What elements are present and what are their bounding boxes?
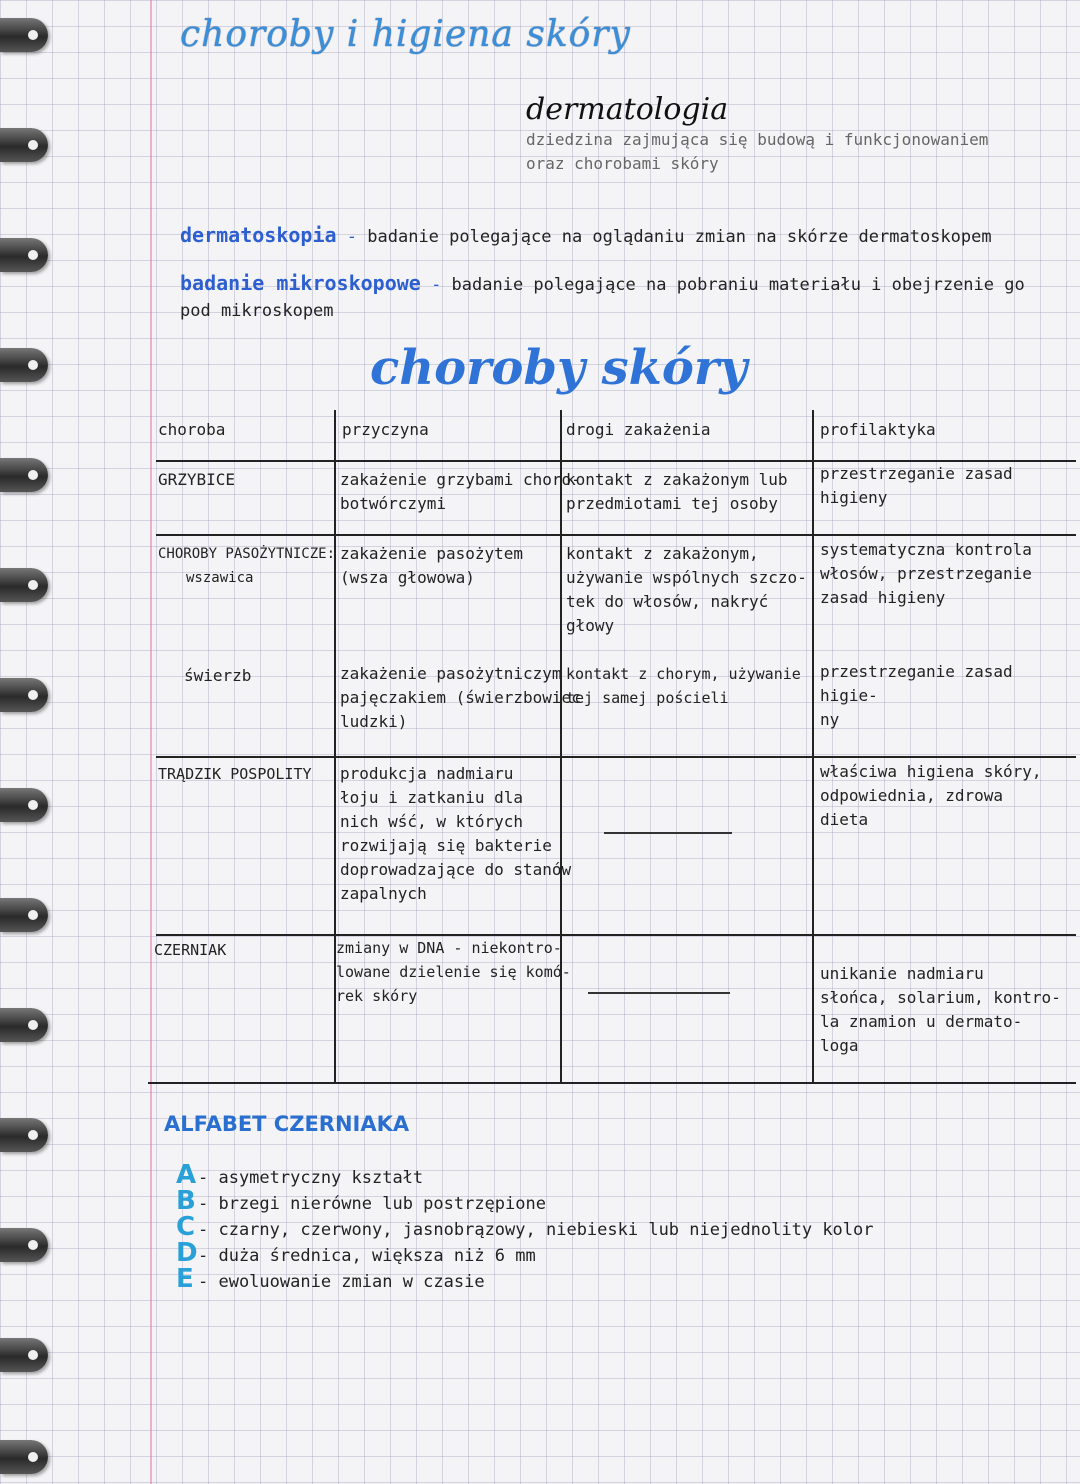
cell-line: lowane dzielenie się komó-: [336, 963, 571, 981]
cell-line: zakażenie grzybami choro-: [340, 470, 581, 489]
table-cell-prevention: [820, 962, 1061, 1058]
cell-line: przedmiotami tej osoby: [566, 494, 778, 513]
table-cell-disease: świerzb: [184, 666, 252, 685]
cell-line: produkcja nadmiaru: [340, 764, 514, 783]
binding-ring: [0, 348, 48, 382]
table-cell-cause: [340, 662, 581, 734]
definition-text: pod mikroskopem: [180, 301, 334, 321]
cell-line: pajęczakiem (świerzbowiec: [340, 688, 581, 707]
cell-line: zakażenie pasożytniczym: [340, 664, 562, 683]
cell-line: ludzki): [340, 712, 408, 731]
alfabet-text: - czarny, czerwony, jasnobrązowy, niebieski lub niejednolity kolor: [198, 1220, 874, 1240]
table-cell-cause: [340, 542, 523, 590]
cell-line: zapalnych: [340, 884, 427, 903]
cell-line: właściwa higiena skóry,: [820, 762, 1042, 781]
alfabet-letter: B: [176, 1186, 196, 1216]
cell-line: dieta: [820, 810, 869, 829]
cell-line: głowy: [566, 616, 615, 635]
table-cell-prevention: [820, 462, 1013, 510]
table-cell-cause: [336, 936, 571, 1008]
table-cell-disease: [158, 542, 335, 590]
cell-line: loga: [820, 1036, 859, 1055]
binding-ring: [0, 898, 48, 932]
column-header: przyczyna: [342, 420, 429, 439]
cell-line: CHOROBY PASOŻYTNICZE:: [158, 546, 336, 562]
definition-text: badanie polegające na pobraniu materiału i obejrzenie go: [451, 275, 1025, 295]
page-title: choroby i higiena skóry: [180, 14, 631, 55]
cell-line: rek skóry: [336, 987, 418, 1005]
column-header: profilaktyka: [820, 420, 936, 439]
cell-line: rozwijają się bakterie: [340, 836, 552, 855]
cell-line: (wsza głowowa): [340, 568, 475, 587]
table-rule: [156, 534, 1076, 536]
binding-ring: [0, 1338, 48, 1372]
alfabet-text: - ewoluowanie zmian w czasie: [198, 1272, 485, 1292]
definition-text: badanie polegające na oglądaniu zmian na skórze dermatoskopem: [367, 227, 992, 247]
cell-line: używanie wspólnych szczo-: [566, 568, 807, 587]
empty-cell-dash: [604, 832, 732, 834]
table-cell-cause: [340, 762, 571, 906]
cell-line: kontakt z chorym, używanie: [566, 665, 801, 683]
column-header: drogi zakażenia: [566, 420, 711, 439]
cell-line: zmiany w DNA - niekontro-: [336, 939, 562, 957]
definition-badanie-mikroskopowe: badanie mikroskopowe - badanie polegające na pobraniu materiału i obejrzenie go pod mikroskopem: [180, 271, 1025, 321]
alfabet-letter: D: [176, 1238, 198, 1268]
table-rule: [156, 934, 1076, 936]
definition-term: badanie mikroskopowe: [180, 271, 421, 295]
cell-line: kontakt z zakażonym,: [566, 544, 759, 563]
alfabet-text: - brzegi nierówne lub postrzępione: [198, 1194, 546, 1214]
table-cell-disease: CZERNIAK: [154, 941, 227, 959]
cell-line: słońca, solarium, kontro-: [820, 988, 1061, 1007]
cell-line: la znamion u dermato-: [820, 1012, 1023, 1031]
dermatologia-term: dermatologia: [526, 92, 729, 127]
diseases-table: [148, 410, 1076, 1084]
definition-term: dermatoskopia: [180, 223, 337, 247]
alfabet-item: [176, 1264, 485, 1294]
table-cell-prevention: [820, 538, 1032, 610]
cell-line: włosów, przestrzeganie: [820, 564, 1032, 583]
cell-line: unikanie nadmiaru: [820, 964, 984, 983]
cell-line: przestrzeganie zasad: [820, 464, 1013, 483]
definition-line: oraz chorobami skóry: [526, 154, 719, 173]
binding-ring: [0, 238, 48, 272]
binding-ring: [0, 128, 48, 162]
binding-ring: [0, 788, 48, 822]
alfabet-text: - asymetryczny kształt: [198, 1168, 424, 1188]
binding-ring: [0, 458, 48, 492]
table-cell-transmission: [566, 542, 807, 638]
alfabet-title: ALFABET CZERNIAKA: [164, 1112, 410, 1136]
table-cell-disease: TRĄDZIK POSPOLITY: [158, 765, 312, 783]
alfabet-text: - duża średnica, większa niż 6 mm: [198, 1246, 536, 1266]
alfabet-letter: A: [176, 1160, 197, 1190]
cell-line: zasad higieny: [820, 588, 946, 607]
table-rule: [812, 410, 814, 1082]
section-heading: choroby skóry: [370, 340, 748, 396]
cell-line: ny: [820, 710, 840, 729]
cell-line: wszawica: [186, 570, 254, 586]
binding-ring: [0, 1440, 48, 1474]
binding-ring: [0, 1228, 48, 1262]
binding-ring: [0, 1118, 48, 1152]
binding-ring: [0, 1008, 48, 1042]
binding-ring: [0, 18, 48, 52]
cell-line: tej samej pościeli: [566, 689, 729, 707]
binding-ring: [0, 678, 48, 712]
table-cell-prevention: [820, 760, 1042, 832]
cell-line: tek do włosów, nakryć: [566, 592, 769, 611]
cell-line: zakażenie pasożytem: [340, 544, 524, 563]
binding-ring: [0, 568, 48, 602]
table-cell-prevention: [820, 660, 1076, 732]
table-rule: [148, 1082, 1076, 1084]
table-cell-disease: GRZYBICE: [158, 470, 236, 489]
spiral-binding: [0, 0, 60, 1484]
table-cell-transmission: [566, 662, 801, 710]
cell-line: doprowadzające do stanów: [340, 860, 572, 879]
alfabet-letter: C: [176, 1212, 196, 1242]
cell-line: botwórczymi: [340, 494, 446, 513]
cell-line: odpowiednia, zdrowa: [820, 786, 1004, 805]
cell-line: nich wść, w których: [340, 812, 524, 831]
definition-line: dziedzina zajmująca się budową i funkcjonowaniem: [526, 130, 989, 149]
alfabet-letter: E: [176, 1264, 194, 1294]
empty-cell-dash: [588, 992, 730, 994]
cell-line: systematyczna kontrola: [820, 540, 1032, 559]
cell-line: łoju i zatkaniu dla: [340, 788, 524, 807]
cell-line: przestrzeganie zasad higie-: [820, 662, 1013, 705]
table-rule: [156, 756, 1076, 758]
table-cell-cause: [340, 468, 581, 516]
cell-line: kontakt z zakażonym lub: [566, 470, 788, 489]
column-header: choroba: [158, 420, 226, 439]
table-cell-transmission: [566, 468, 788, 516]
cell-line: higieny: [820, 488, 888, 507]
definition-dermatoskopia: dermatoskopia - badanie polegające na oglądaniu zmian na skórze dermatoskopem: [180, 223, 992, 247]
dermatologia-definition: [526, 128, 1026, 176]
